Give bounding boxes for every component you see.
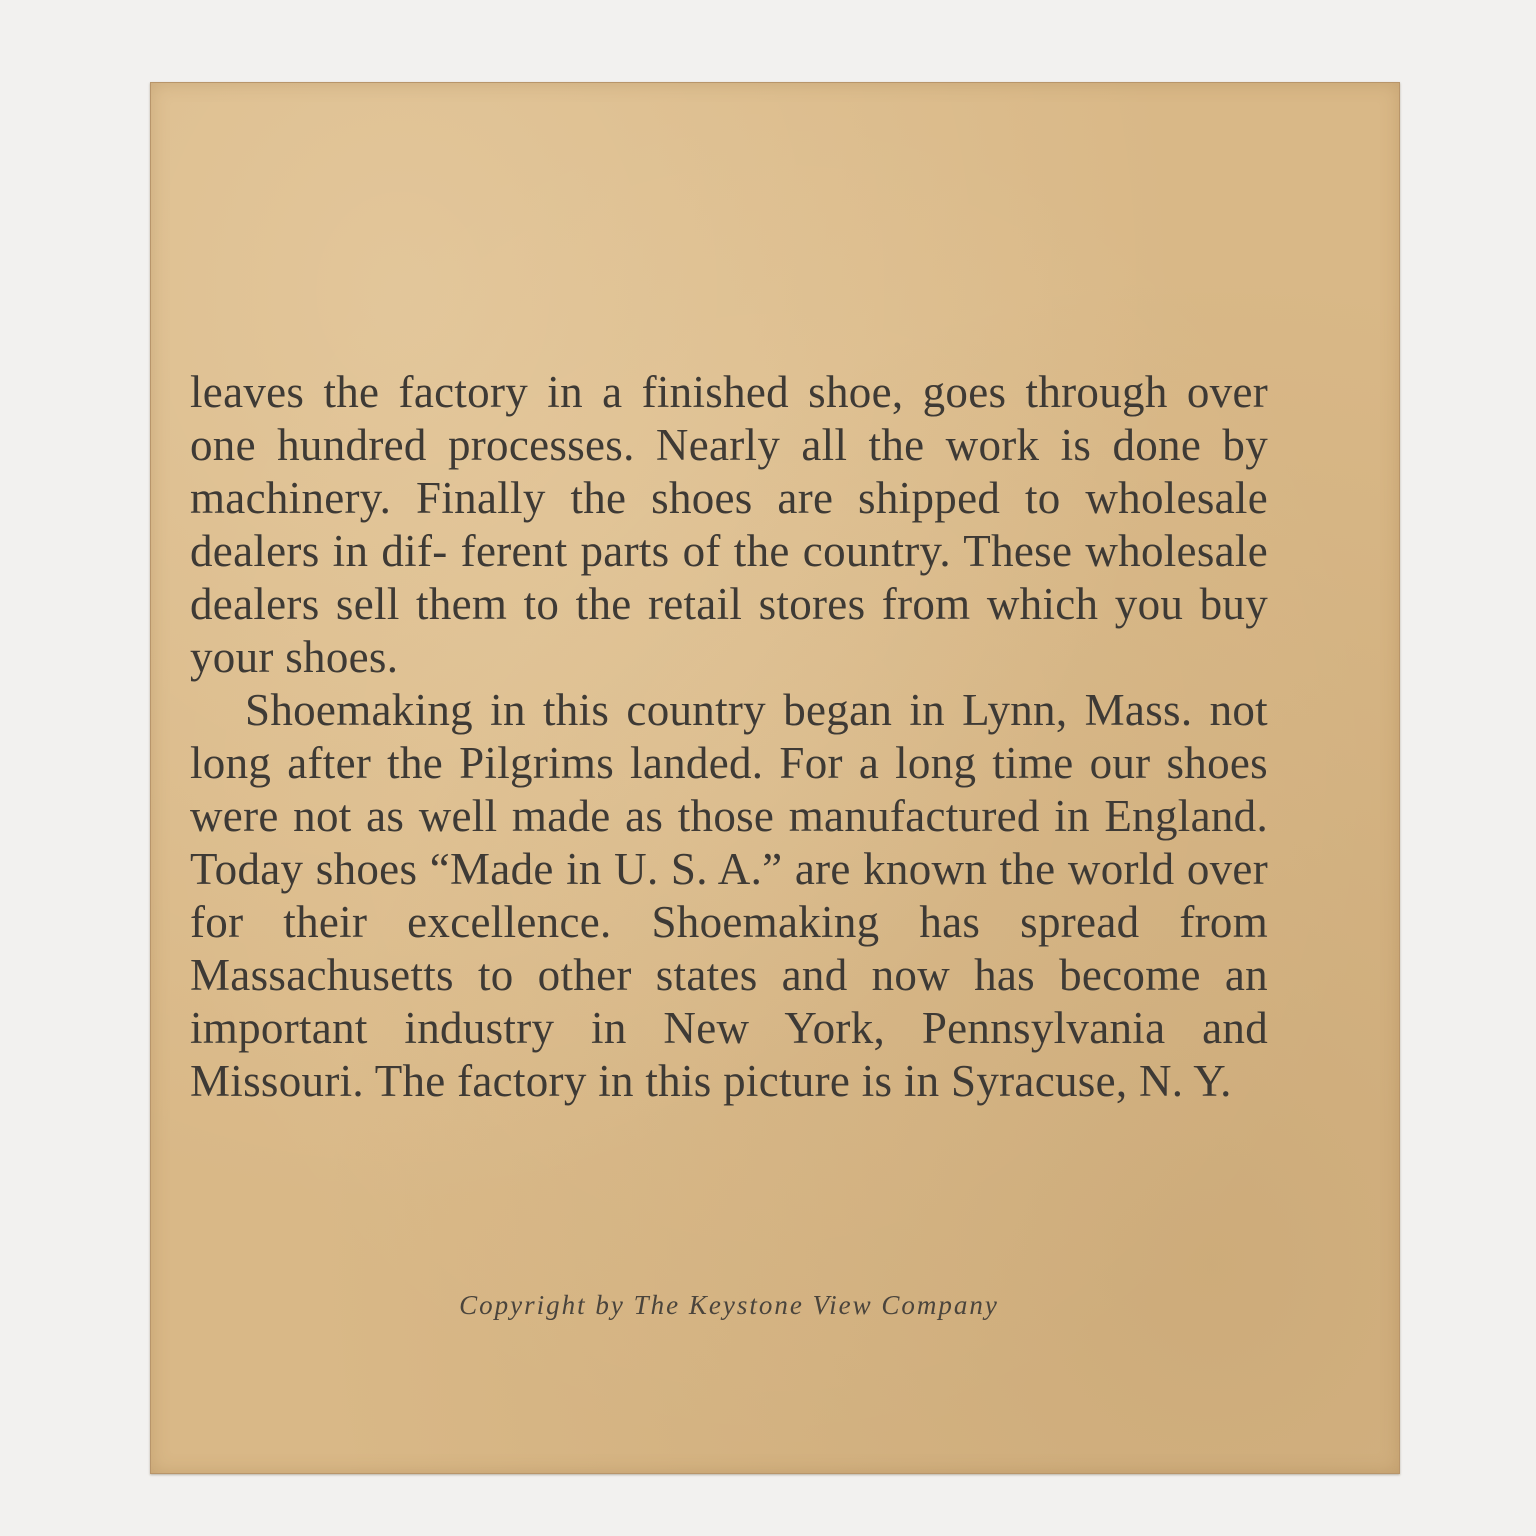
copyright-line: Copyright by The Keystone View Company [459, 1290, 999, 1320]
card-text [190, 366, 1268, 1108]
paragraph-2: Shoemaking in this country began in Lynn, Mass. not long after the Pilgrims landed. For a long time our shoes were not as well made as those manufactured in England. Today shoes “Made in U. S. A.” are known the world over for their excellence. Shoemaking has spread from Massachusetts to other states and now has become an important industry in New York, Pennsylvania and Missouri. The factory in this picture is in Syracuse, N. Y. [190, 685, 1268, 1106]
paragraph-1: leaves the factory in a finished shoe, goes through over one hundred processes. Nearly all the work is done by machinery. Finally the shoes are shipped to wholesale dealers in dif- ferent parts of the country. These wholesale dealers sell them to the retail stores from which you buy your shoes. [190, 367, 1268, 682]
